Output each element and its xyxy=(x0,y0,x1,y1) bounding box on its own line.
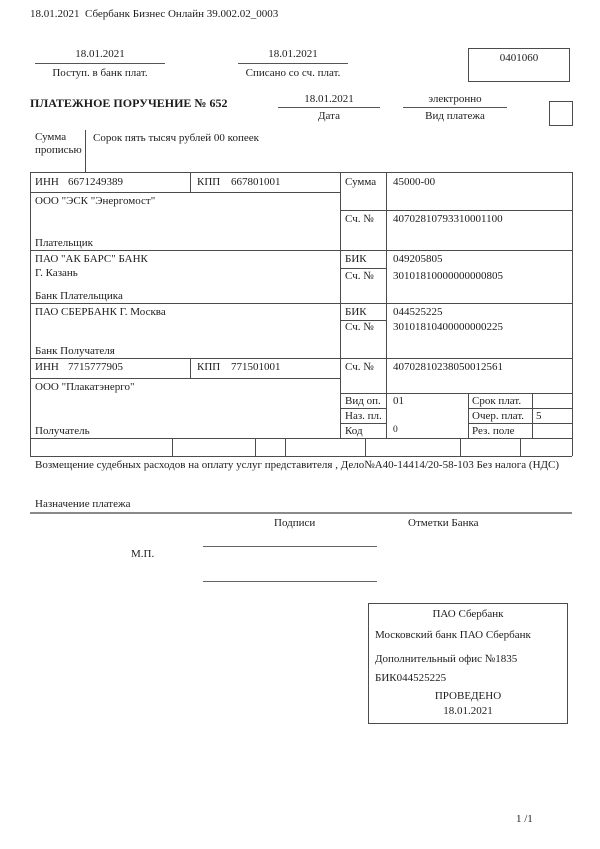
table-line xyxy=(30,456,572,457)
debited-from-account-stamp xyxy=(238,48,348,79)
payer-kpp-value: 667801001 xyxy=(231,176,281,188)
op-type-value: 01 xyxy=(393,395,404,407)
page-number: 1 /1 xyxy=(516,813,533,825)
payee-kpp-value: 771501001 xyxy=(231,361,281,373)
op-type-label: Вид оп. xyxy=(345,395,381,407)
reserve-label: Рез. поле xyxy=(472,425,515,437)
code-value: 0 xyxy=(393,425,398,435)
signatures-label: Подписи xyxy=(274,517,316,529)
payee-bank-bik-label: БИК xyxy=(345,306,367,318)
table-line xyxy=(30,303,572,304)
status-checkbox xyxy=(549,101,573,126)
table-line xyxy=(30,192,340,193)
bank-stamp-bank-name: ПАО Сбербанк xyxy=(432,608,504,620)
table-line xyxy=(520,438,521,456)
table-line xyxy=(340,172,341,438)
table-line xyxy=(255,438,256,456)
received-label: Поступ. в банк плат. xyxy=(52,67,148,79)
payer-bank-section-label: Банк Плательщика xyxy=(35,290,123,302)
sum-value: 45000-00 xyxy=(393,176,436,188)
payer-section-label: Плательщик xyxy=(35,237,93,249)
bank-stamp-branch: Московский банк ПАО Сбербанк xyxy=(375,629,531,641)
received-date: 18.01.2021 xyxy=(35,48,165,64)
payer-account-label: Сч. № xyxy=(345,213,374,225)
payee-kpp-label: КПП xyxy=(197,361,221,373)
payer-bank-account-label: Сч. № xyxy=(345,270,374,282)
purpose-underline xyxy=(30,512,572,514)
payee-inn-value: 7715777905 xyxy=(68,361,123,373)
table-line xyxy=(460,438,461,456)
debited-label: Списано со сч. плат. xyxy=(245,67,341,79)
table-line xyxy=(468,423,572,424)
bank-stamp-bik: БИК044525225 xyxy=(375,672,447,684)
received-in-bank-stamp xyxy=(35,48,165,79)
bank-stamp-office: Дополнительный офис №1835 xyxy=(375,653,518,665)
payee-account-value: 40702810238050012561 xyxy=(393,361,503,373)
payee-account-label: Сч. № xyxy=(345,361,374,373)
bank-stamp-status: ПРОВЕДЕНО xyxy=(434,690,502,702)
payer-bank-account-value: 30101810000000000805 xyxy=(393,270,503,282)
table-line xyxy=(340,408,386,409)
payee-inn-label: ИНН xyxy=(35,361,59,373)
debited-date: 18.01.2021 xyxy=(238,48,348,64)
date-value: 18.01.2021 xyxy=(278,93,380,108)
table-line xyxy=(468,393,469,438)
table-line xyxy=(340,210,572,211)
purpose-text: Возмещение судебных расходов на оплату услуг представителя , Дело№А40-14414/20-58-103 Без налога (НДС) xyxy=(35,459,560,471)
payer-bank-name: ПАО "АК БАРС" БАНК xyxy=(35,253,148,265)
payment-type-field xyxy=(403,93,507,122)
document-title: ПЛАТЕЖНОЕ ПОРУЧЕНИЕ № 652 xyxy=(30,96,228,110)
payment-type-value: электронно xyxy=(403,93,507,108)
payee-bank-account-value: 30101810400000000225 xyxy=(393,321,503,333)
table-line xyxy=(340,423,386,424)
payee-bank-section-label: Банк Получателя xyxy=(35,345,115,357)
signature-line-1 xyxy=(203,546,377,547)
purpose-section-label: Назначение платежа xyxy=(35,498,131,510)
payer-kpp-label: КПП xyxy=(197,176,221,188)
table-line xyxy=(340,393,572,394)
table-line xyxy=(30,172,572,173)
table-line xyxy=(30,250,572,251)
payee-bank-name: ПАО СБЕРБАНК Г. Москва xyxy=(35,306,166,318)
app-header-line: 18.01.2021 Сбербанк Бизнес Онлайн 39.002.02_0003 xyxy=(30,8,279,20)
payer-inn-label: ИНН xyxy=(35,176,59,188)
table-line xyxy=(285,438,286,456)
code-label: Код xyxy=(345,425,363,437)
payer-inn-value: 6671249389 xyxy=(68,176,123,188)
payee-name: ООО "Плакатэнерго" xyxy=(35,381,135,393)
payment-type-label: Вид платежа xyxy=(425,110,485,122)
table-line xyxy=(532,393,533,438)
signature-line-2 xyxy=(203,581,377,582)
bank-stamp-status-date: 18.01.2021 xyxy=(443,705,493,717)
due-date-label: Срок плат. xyxy=(472,395,522,407)
payee-bank-account-label: Сч. № xyxy=(345,321,374,333)
table-line xyxy=(365,438,366,456)
amount-words-label: Сумма прописью xyxy=(35,131,82,156)
form-code: 0401060 xyxy=(499,52,539,64)
payer-account-value: 40702810793310001100 xyxy=(393,213,503,225)
purpose-code-label: Наз. пл. xyxy=(345,410,382,422)
sum-label: Сумма xyxy=(345,176,377,188)
table-line xyxy=(386,172,387,438)
bank-marks-label: Отметки Банка xyxy=(408,517,479,529)
payee-section-label: Получатель xyxy=(35,425,90,437)
amount-words-value: Сорок пять тысяч рублей 00 копеек xyxy=(93,132,259,144)
priority-value: 5 xyxy=(536,410,542,422)
seal-label: М.П. xyxy=(131,548,155,560)
table-line xyxy=(30,438,572,439)
payer-bank-bik-label: БИК xyxy=(345,253,367,265)
table-line xyxy=(340,268,386,269)
table-line xyxy=(30,172,31,456)
table-line xyxy=(468,408,572,409)
payer-bank-bik-value: 049205805 xyxy=(393,253,443,265)
table-line xyxy=(172,438,173,456)
table-line xyxy=(190,172,191,192)
date-label: Дата xyxy=(318,110,340,122)
payee-bank-bik-value: 044525225 xyxy=(393,306,443,318)
date-field xyxy=(278,93,380,122)
amount-words-divider xyxy=(85,130,86,172)
payer-name: ООО "ЭСК "Энергомост" xyxy=(35,195,156,207)
table-line xyxy=(190,358,191,378)
table-line xyxy=(30,378,340,379)
payer-bank-city: Г. Казань xyxy=(35,267,78,279)
priority-label: Очер. плат. xyxy=(472,410,525,422)
table-line xyxy=(30,358,572,359)
form-code-box xyxy=(468,48,570,82)
table-line xyxy=(572,172,573,456)
